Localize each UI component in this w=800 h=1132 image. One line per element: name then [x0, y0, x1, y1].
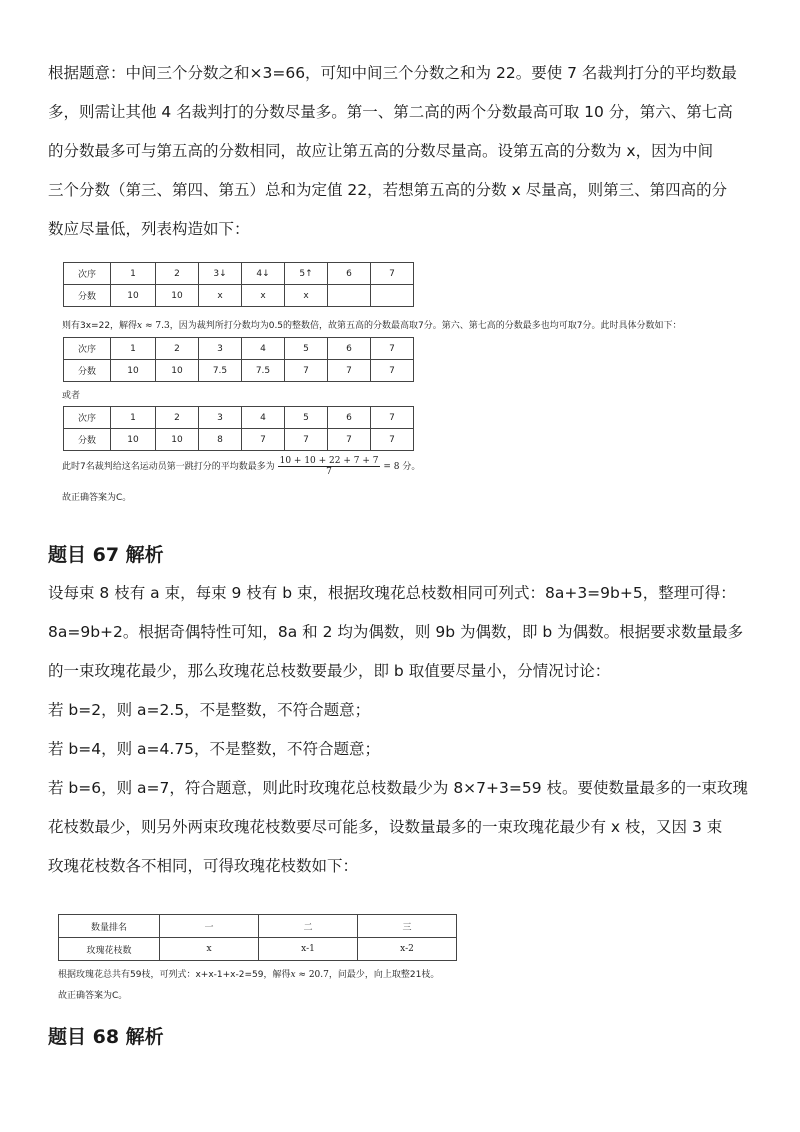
table-cell: 7 [371, 429, 414, 451]
table-row [59, 938, 457, 961]
table-cell: 7 [371, 360, 414, 382]
fraction [278, 456, 381, 477]
answer-67: 故正确答案为C。 [62, 493, 132, 503]
text-line: 若 b=6，则 a=7，符合题意，则此时玫瑰花总枝数最少为 8×7+3=59 枝。要使数量最多的一束玫瑰 [48, 779, 749, 797]
table-cell: 3↓ [199, 263, 242, 285]
table-cell: 7.5 [242, 360, 285, 382]
text-line: 若 b=2，则 a=2.5，不是整数，不符合题意； [48, 701, 371, 719]
table-cell [371, 285, 414, 307]
table-cell: 分数 [64, 360, 111, 382]
fraction-denominator: 7 [326, 467, 332, 477]
rose-count-table [58, 914, 457, 961]
table-cell [328, 285, 371, 307]
note-text: 根据玫瑰花总共有59枝，可列式：x+x-1+x-2=59，解得 [58, 970, 291, 980]
table-cell: 玫瑰花枝数 [59, 938, 160, 961]
section-heading-67: 题目 67 解析 [48, 544, 164, 566]
text-line: 根据题意：中间三个分数之和×3=66，可知中间三个分数之和为 22。要使 7 名裁判打分的平均数最 [48, 64, 737, 82]
table-row [59, 915, 457, 938]
table-cell: 4 [242, 338, 285, 360]
table-cell: 1 [111, 407, 156, 429]
table-cell: 1 [111, 263, 156, 285]
table-cell: x [199, 285, 242, 307]
table-cell: 7 [242, 429, 285, 451]
table-row [64, 407, 414, 429]
table-cell: 10 [156, 429, 199, 451]
table-cell: 5 [285, 407, 328, 429]
table-cell: x [160, 938, 259, 961]
table-cell: 分数 [64, 429, 111, 451]
table-cell: 2 [156, 407, 199, 429]
table-cell: 6 [328, 263, 371, 285]
table-cell: 7 [371, 407, 414, 429]
table-cell: 分数 [64, 285, 111, 307]
table-cell: 3 [199, 407, 242, 429]
note-text: ，问最少，向上取整21枝。 [328, 970, 440, 980]
text-line: 的分数最多可与第五高的分数相同，故应让第五高的分数尽量高。设第五高的分数为 x，因为中间 [48, 142, 714, 160]
table-cell: 5↑ [285, 263, 328, 285]
table-cell: 7 [285, 360, 328, 382]
text-line: 数应尽量低，列表构造如下： [48, 220, 250, 238]
math-value: ≈ 20.7 [298, 970, 329, 980]
table-cell: 3 [199, 338, 242, 360]
text-line: 多，则需让其他 4 名裁判打的分数尽量多。第一、第二高的两个分数最高可取 10 分，第六、第七高 [48, 103, 733, 121]
table-cell: 2 [156, 338, 199, 360]
math-variable: x [137, 321, 143, 331]
table-cell: 8 [199, 429, 242, 451]
solution-note-2 [62, 456, 420, 477]
paragraph-66-analysis [48, 54, 760, 249]
section-heading-68: 题目 68 解析 [48, 1026, 164, 1048]
table-row [64, 360, 414, 382]
score-table-2 [63, 337, 414, 382]
table-cell: 10 [156, 285, 199, 307]
paragraph-67-analysis [48, 574, 760, 886]
table-cell: 数量排名 [59, 915, 160, 938]
text-line: 玫瑰花枝数各不相同，可得玫瑰花枝数如下： [48, 857, 359, 875]
text-line: 设每束 8 枝有 a 束，每束 9 枝有 b 束，根据玫瑰花总枝数相同可列式：8a+3=9b+5，整理可得： [48, 584, 736, 602]
fraction-numerator: 10 + 10 + 22 + 7 + 7 [279, 456, 379, 466]
table-cell: 6 [328, 338, 371, 360]
note-text: 此时7名裁判给这名运动员第一跳打分的平均数最多为 [62, 462, 275, 472]
table-cell: 4↓ [242, 263, 285, 285]
solution-note-3 [58, 967, 439, 980]
score-table-3 [63, 406, 414, 451]
table-cell: x [242, 285, 285, 307]
table-cell: 一 [160, 915, 259, 938]
score-table-1 [63, 262, 414, 307]
table-cell: 4 [242, 407, 285, 429]
table-cell: 5 [285, 338, 328, 360]
table-cell: 6 [328, 407, 371, 429]
table-cell: 7 [371, 263, 414, 285]
note-text: 则有3x=22，解得 [62, 321, 138, 331]
table-cell: 次序 [64, 263, 111, 285]
answer-68: 故正确答案为C。 [58, 991, 128, 1001]
text-line: 三个分数（第三、第四、第五）总和为定值 22，若想第五高的分数 x 尽量高，则第三、第四高的分 [48, 181, 728, 199]
math-value: ≈ 7.3 [145, 321, 170, 331]
table-cell: 7 [328, 360, 371, 382]
table-cell: 10 [156, 360, 199, 382]
table-cell: x-2 [358, 938, 457, 961]
table-cell: x [285, 285, 328, 307]
table-row [64, 263, 414, 285]
solution-note-1 [62, 318, 782, 331]
text-line: 花枝数最少，则另外两束玫瑰花枝数要尽可能多，设数量最多的一束玫瑰花最少有 x 枝，又因 3 束 [48, 818, 723, 836]
table-cell: 1 [111, 338, 156, 360]
table-cell: 7 [285, 429, 328, 451]
table-cell: x-1 [259, 938, 358, 961]
or-text: 或者 [62, 391, 81, 401]
table-cell: 7 [328, 429, 371, 451]
note-text: = 8 分。 [383, 462, 421, 472]
table-cell: 次序 [64, 407, 111, 429]
table-cell: 10 [111, 429, 156, 451]
table-cell: 7 [371, 338, 414, 360]
table-cell: 三 [358, 915, 457, 938]
table-cell: 10 [111, 285, 156, 307]
note-text: ，因为裁判所打分数均为0.5的整数倍，故第五高的分数最高取7分。第六、第七高的分数最多也均可取7分。此时具体分数如下： [169, 321, 682, 331]
table-cell: 二 [259, 915, 358, 938]
text-line: 若 b=4，则 a=4.75，不是整数，不符合题意； [48, 740, 381, 758]
table-row [64, 429, 414, 451]
math-variable: x [290, 970, 296, 980]
table-cell: 2 [156, 263, 199, 285]
text-line: 8a=9b+2。根据奇偶特性可知，8a 和 2 均为偶数，则 9b 为偶数，即 b 为偶数。根据要求数量最多 [48, 623, 744, 641]
table-row [64, 338, 414, 360]
table-cell: 次序 [64, 338, 111, 360]
table-cell: 10 [111, 360, 156, 382]
table-row [64, 285, 414, 307]
table-cell: 7.5 [199, 360, 242, 382]
text-line: 的一束玫瑰花最少，那么玫瑰花总枝数要最少，即 b 取值要尽量小，分情况讨论： [48, 662, 611, 680]
